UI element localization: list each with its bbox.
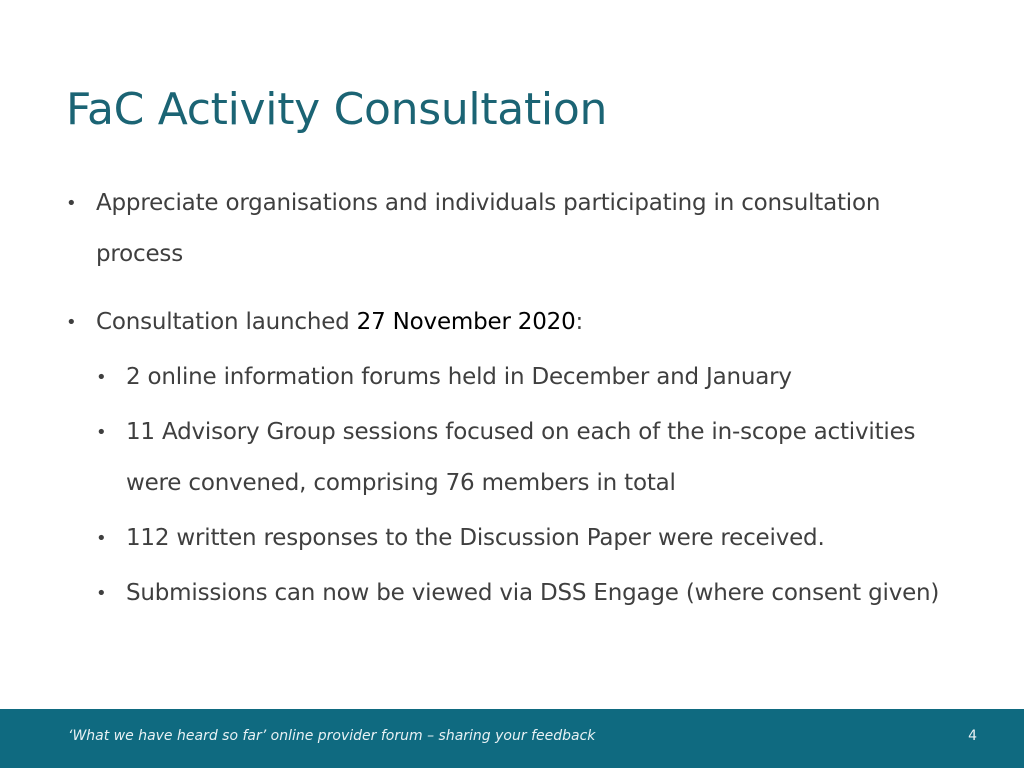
footer-bar (0, 709, 1024, 768)
bullet-list (66, 178, 946, 619)
bullet-dot-icon: • (66, 312, 77, 333)
bullet-dot-icon: • (96, 528, 107, 549)
bullet-suffix: : (575, 309, 584, 335)
bullet-dot-icon: • (96, 583, 107, 604)
bullet-text: Consultation launched (96, 309, 357, 335)
bullet-dot-icon: • (96, 367, 107, 388)
bullet-dot-icon: • (96, 422, 107, 443)
sub-bullet-forums (66, 352, 946, 403)
sub-bullet-text: 2 online information forums held in December and January (126, 364, 792, 390)
sub-bullet-advisory-groups (66, 407, 946, 509)
bullet-appreciate (66, 178, 946, 280)
sub-bullet-text: Submissions can now be viewed via DSS Engage (where consent given) (126, 580, 940, 606)
slide-title: FaC Activity Consultation (66, 84, 608, 135)
bullet-text: Appreciate organisations and individuals participating in consultation process (96, 190, 881, 267)
sub-bullet-text: 112 written responses to the Discussion Paper were received. (126, 525, 825, 551)
launch-date: 27 November 2020 (356, 309, 576, 335)
sub-bullet-written-responses (66, 513, 946, 564)
sub-bullet-submissions (66, 568, 946, 619)
footer-text: ‘What we have heard so far’ online provider forum – sharing your feedback (68, 728, 596, 744)
bullet-dot-icon: • (66, 193, 77, 214)
sub-bullet-text: 11 Advisory Group sessions focused on each of the in-scope activities were convened, comprising 76 members in total (126, 419, 916, 496)
page-number: 4 (968, 728, 977, 744)
bullet-consultation-launched (66, 297, 946, 348)
